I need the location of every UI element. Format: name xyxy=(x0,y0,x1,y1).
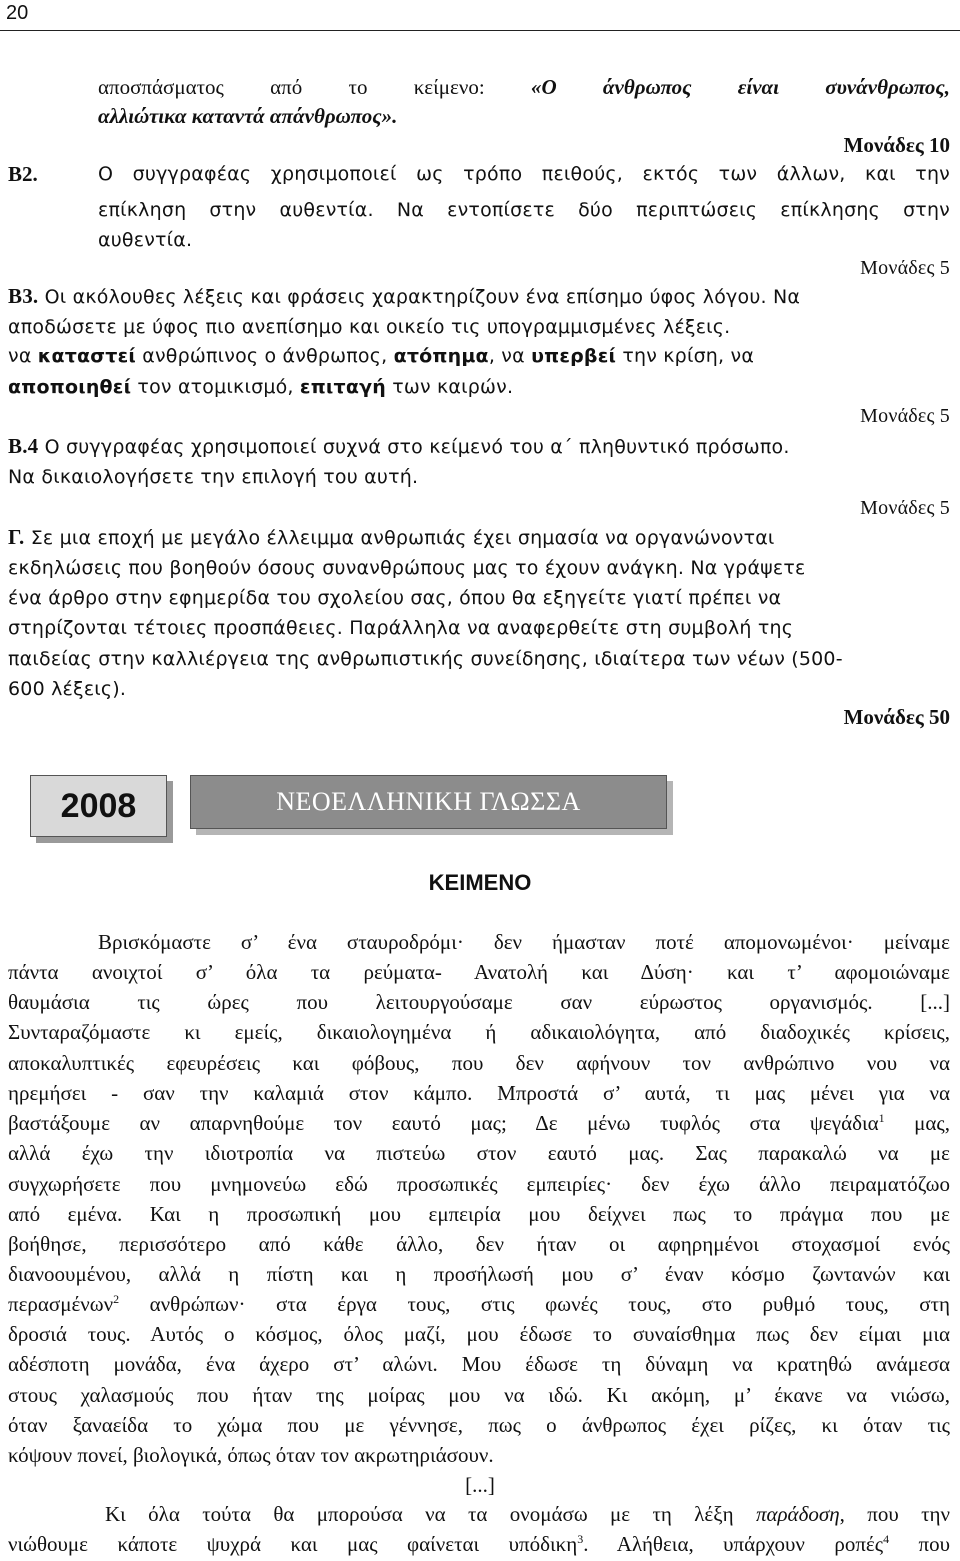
b3-text: να xyxy=(8,345,38,367)
quote-bold-italic: «Ο άνθρωπος είναι συνάνθρωπος, xyxy=(530,75,950,99)
marks-b2: Μονάδες 5 xyxy=(860,257,950,279)
b3-text: την κρίση, να xyxy=(616,345,755,367)
continuation-text: αποσπάσματος από το κείμενο: xyxy=(98,75,531,99)
marks-b4: Μονάδες 5 xyxy=(860,497,950,519)
b4-text: Ο συγγραφέας χρησιμοποιεί συχνά στο κείμενό του α΄ πληθυντικό πρόσωπο. xyxy=(38,436,790,458)
passage-line: κόψουν πονεί, βιολογικά, όπως όταν τον ακρωτηριάσουν. xyxy=(8,1443,494,1467)
omission-marker: [...] xyxy=(465,1473,495,1497)
passage-text: περασμένων xyxy=(8,1292,114,1316)
footnote-marker: 1 xyxy=(878,1111,885,1125)
b3-text: , να xyxy=(488,345,532,367)
b4-line1 xyxy=(8,432,950,462)
passage-line: από εμένα. Και η προσωπική μου εμπειρία μου δείχνει πως το πράγμα που με xyxy=(8,1202,950,1226)
passage-line xyxy=(8,1109,950,1138)
passage-line: δροσιά τους. Αυτός ο κόσμος, όλος μαζί, μου έδωσε το συναίσθημα πως δεν είμαι μια xyxy=(8,1322,950,1346)
footnote-marker: 3 xyxy=(577,1532,584,1546)
b4-label: Β.4 xyxy=(8,434,39,458)
passage-line: διανοουμένου, αλλά η πίστη και η προσήλωσή μου σ’ έναν κόσμο ζωντανών και xyxy=(8,1262,950,1286)
passage-line: βοήθησε, περισσότερο από κάθε άλλο, δεν ήταν οι αφηρημένοι στοχασμοί ενός xyxy=(8,1232,950,1256)
b3-term: επιταγή xyxy=(299,376,386,398)
b3-term: καταστεί xyxy=(37,345,137,367)
b3-line4 xyxy=(8,373,513,402)
footnote-marker: 2 xyxy=(113,1292,120,1306)
b3-line3 xyxy=(8,342,754,371)
passage-line xyxy=(8,1290,950,1319)
passage-text: βαστάξουμε αν απαρνηθούμε τον εαυτό μας; Δε μένω τυφλός στα ψεγάδια xyxy=(8,1111,879,1135)
b4-line2: Να δικαιολογήσετε την επιλογή του αυτή. xyxy=(8,466,419,488)
passage-line: Βρισκόμαστε σ’ ένα σταυροδρόμι· δεν ήμασταν ποτέ απομονωμένοι· μείναμε xyxy=(98,930,950,954)
b3-text: ανθρώπινος ο άνθρωπος, xyxy=(136,345,394,367)
c-line3: ένα άρθρο στην εφημερίδα του σχολείου σας, όπου θα εξηγείτε γιατί πρέπει να xyxy=(8,587,782,609)
b3-term: αποποιηθεί xyxy=(8,376,132,398)
passage-text: που xyxy=(889,1532,951,1556)
passage-line: αδέσποτη μονάδα, ένα άχερο στ’ αλώνι. Μου έδωσε τη δύναμη να κρατηθώ ανάμεσα xyxy=(8,1352,950,1376)
b2-line2: επίκληση στην αυθεντία. Να εντοπίσετε δύο περιπτώσεις επίκλησης στην xyxy=(98,199,950,221)
b2-line1: Ο συγγραφέας χρησιμοποιεί ως τρόπο πειθούς, εκτός των άλλων, και την xyxy=(98,163,950,185)
b3-line1 xyxy=(8,282,950,312)
b2-label: Β2. xyxy=(8,162,38,186)
c-line4: στηρίζονται τέτοιες προσπάθειες. Παράλληλα να αναφερθείτε στη συμβολή της xyxy=(8,617,794,639)
passage-text: . Αλήθεια, υπάρχουν ροπές xyxy=(583,1532,884,1556)
marks-b3: Μονάδες 5 xyxy=(860,405,950,427)
text-heading: ΚΕΙΜΕΝΟ xyxy=(428,870,532,895)
passage-line: πάντα ανοιχτοί σ’ όλα τα ρεύματα- Ανατολή και Δύση· και τ’ αφομοιώναμε xyxy=(8,960,950,984)
marks-c: Μονάδες 50 xyxy=(843,705,950,729)
passage-text: Κι όλα τούτα θα μπορούσα να τα ονομάσω με τη λέξη xyxy=(105,1502,756,1526)
passage-text: μας, xyxy=(884,1111,950,1135)
b3-term: ατόπημα xyxy=(393,345,489,367)
c-line1 xyxy=(8,523,950,553)
footnote-marker: 4 xyxy=(883,1532,890,1546)
passage-line: αποκαλυπτικές εφευρέσεις και φόβους, που δεν αφήνουν τον ανθρώπινο νου να xyxy=(8,1051,950,1075)
subject-banner: ΝΕΟΕΛΛΗΝΙΚΗ ΓΛΩΣΣΑ xyxy=(190,775,667,829)
b2-line3: αυθεντία. xyxy=(98,229,193,251)
b3-text: Οι ακόλουθες λέξεις και φράσεις χαρακτηρίζουν ένα επίσημο ύφος λόγου. Να xyxy=(38,286,801,308)
passage-line: στους χαλασμούς που ήταν της μοίρας μου να ιδώ. Κι ακόμη, μ’ έκανε να νιώσω, xyxy=(8,1383,950,1407)
marks-a: Μονάδες 10 xyxy=(843,133,950,157)
passage-text: ανθρώπων· στα έργα τους, στις φωνές τους, στο ρυθμό τους, στη xyxy=(119,1292,950,1316)
passage-line: συγχωρήσετε που μνημονεύω εδώ προσωπικές εμπειρίες· δεν έχω άλλο πειραματόζωο xyxy=(8,1172,950,1196)
passage-text: , που την xyxy=(839,1502,950,1526)
passage-text: νιώθουμε κάποτε ψυχρά και μας φαίνεται υπόδικη xyxy=(8,1532,578,1556)
b3-label: Β3. xyxy=(8,284,39,308)
question-continuation-line2: αλλιώτικα καταντά απάνθρωπος». xyxy=(98,104,398,128)
c-text: Σε μια εποχή με μεγάλο έλλειμμα ανθρωπιάς έχει σημασία να οργανώνονται xyxy=(24,527,775,549)
c-label: Γ. xyxy=(8,525,25,549)
c-line6: 600 λέξεις). xyxy=(8,678,127,700)
c-line5: παιδείας στην καλλιέργεια της ανθρωπιστικής συνείδησης, ιδιαίτερα των νέων (500- xyxy=(8,648,843,670)
page-number: 20 xyxy=(6,2,29,24)
passage-line: όταν ξαναείδα το χώμα που με γέννησε, πως ο άνθρωπος έχει ρίζες, κι όταν τις xyxy=(8,1413,950,1437)
passage-italic-term: παράδοση xyxy=(755,1502,840,1526)
b3-line2: αποδώσετε με ύφος πιο ανεπίσημο και οικείο τις υπογραμμισμένες λέξεις. xyxy=(8,316,731,338)
b3-text: τον ατομικισμό, xyxy=(131,376,300,398)
b3-text: των καιρών. xyxy=(385,376,514,398)
c-line2: εκδηλώσεις που βοηθούν όσους συνανθρώπους μας το έχουν ανάγκη. Να γράψετε xyxy=(8,557,806,579)
passage-line: θαυμάσια τις ώρες που λειτουργούσαμε σαν εύρωστος οργανισμός. [...] xyxy=(8,990,950,1014)
question-continuation-line1 xyxy=(98,73,950,102)
passage-line: ηρεμήσει - σαν την καλαμιά στον κάμπο. Μπροστά σ’ αυτά, τι μας μένει για να xyxy=(8,1081,950,1105)
passage-line xyxy=(8,1530,950,1559)
page-header xyxy=(0,0,960,31)
passage-line xyxy=(105,1500,950,1529)
b3-term: υπερβεί xyxy=(531,345,617,367)
passage-line: Συνταραζόμαστε κι εμείς, δικαιολογημένα ή αδικαιολόγητα, από διαδοχικές κρίσεις, xyxy=(8,1020,950,1044)
passage-line: αλλά έχω την ιδιοτροπία να πιστεύω στον εαυτό μας. Σας παρακαλώ να με xyxy=(8,1141,950,1165)
year-badge: 2008 xyxy=(30,775,167,837)
